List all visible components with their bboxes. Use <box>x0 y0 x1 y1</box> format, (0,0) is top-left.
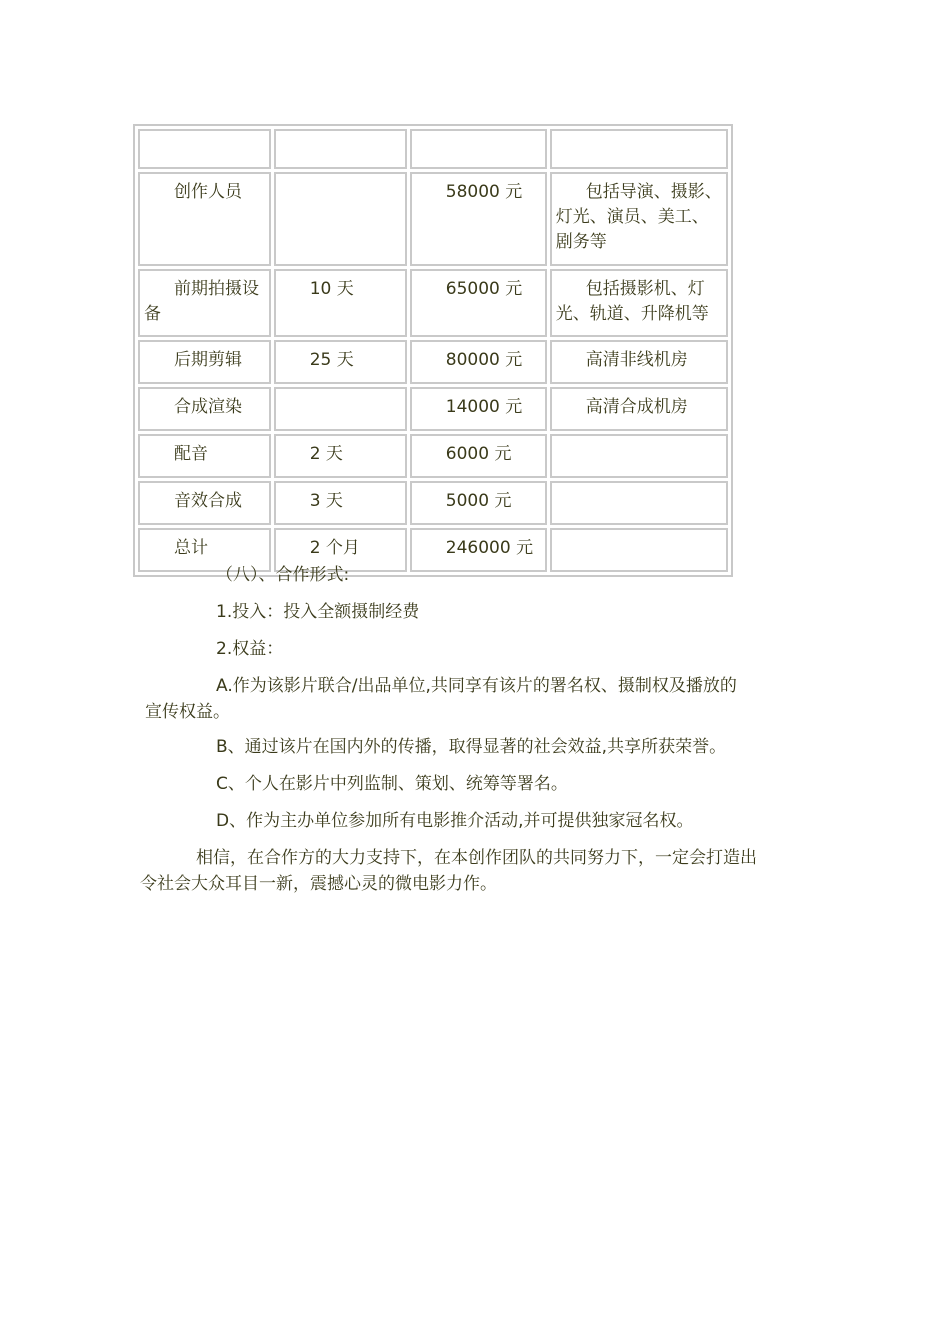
right-c: C、个人在影片中列监制、策划、统筹等署名。 <box>216 774 568 794</box>
table-cell-duration: 2 天 <box>274 434 407 478</box>
rights-item: 2.权益： <box>216 639 284 659</box>
table-row <box>138 387 728 431</box>
table-cell-note: 高清非线机房 <box>550 340 728 384</box>
table-cell-item: 配音 <box>138 434 271 478</box>
table-cell-duration: 10 天 <box>274 269 407 337</box>
table-row <box>138 340 728 384</box>
table-cell-duration <box>274 129 407 169</box>
table-cell-duration <box>274 172 407 266</box>
table-cell-cost: 5000 元 <box>410 481 547 525</box>
table-cell-cost: 14000 元 <box>410 387 547 431</box>
table-cell-item: 音效合成 <box>138 481 271 525</box>
table-cell-note <box>550 481 728 525</box>
table-row <box>138 129 728 169</box>
table-cell-cost: 246000 元 <box>410 528 547 572</box>
section-heading: （八）、合作形式: <box>216 565 350 585</box>
table-row <box>138 481 728 525</box>
right-d: D、作为主办单位参加所有电影推介活动,并可提供独家冠名权。 <box>216 811 694 831</box>
right-b: B、通过该片在国内外的传播，取得显著的社会效益,共享所获荣誉。 <box>216 737 727 757</box>
table-cell-cost: 58000 元 <box>410 172 547 266</box>
table-cell-note <box>550 129 728 169</box>
table-cell-item: 前期拍摄设备 <box>138 269 271 337</box>
table-cell-item: 后期剪辑 <box>138 340 271 384</box>
table-cell-cost: 6000 元 <box>410 434 547 478</box>
table-cell-item: 合成渲染 <box>138 387 271 431</box>
table-cell-duration: 2 个月 <box>274 528 407 572</box>
closing-line1: 相信，在合作方的大力支持下，在本创作团队的共同努力下，一定会打造出 <box>196 848 757 868</box>
table-cell-note <box>550 528 728 572</box>
table-cell-note <box>550 434 728 478</box>
table-row <box>138 172 728 266</box>
table-cell-item <box>138 129 271 169</box>
right-a-line1: A.作为该影片联合/出品单位,共同享有该片的署名权、摄制权及播放的 <box>216 676 737 696</box>
table-cell-duration: 25 天 <box>274 340 407 384</box>
table-cell-item: 总计 <box>138 528 271 572</box>
table-row <box>138 269 728 337</box>
table-cell-duration <box>274 387 407 431</box>
table-cell-item: 创作人员 <box>138 172 271 266</box>
right-a-line2: 宣传权益。 <box>145 702 230 722</box>
table-cell-note: 高清合成机房 <box>550 387 728 431</box>
table-cell-duration: 3 天 <box>274 481 407 525</box>
budget-table <box>133 124 733 577</box>
table-cell-cost: 80000 元 <box>410 340 547 384</box>
table-cell-cost: 65000 元 <box>410 269 547 337</box>
table-cell-note: 包括导演、摄影、灯光、演员、美工、剧务等 <box>550 172 728 266</box>
investment-item: 1.投入：投入全额摄制经费 <box>216 602 420 622</box>
closing-line2: 令社会大众耳目一新，震撼心灵的微电影力作。 <box>140 874 497 894</box>
table-cell-cost <box>410 129 547 169</box>
table-cell-note: 包括摄影机、灯光、轨道、升降机等 <box>550 269 728 337</box>
table-row <box>138 434 728 478</box>
